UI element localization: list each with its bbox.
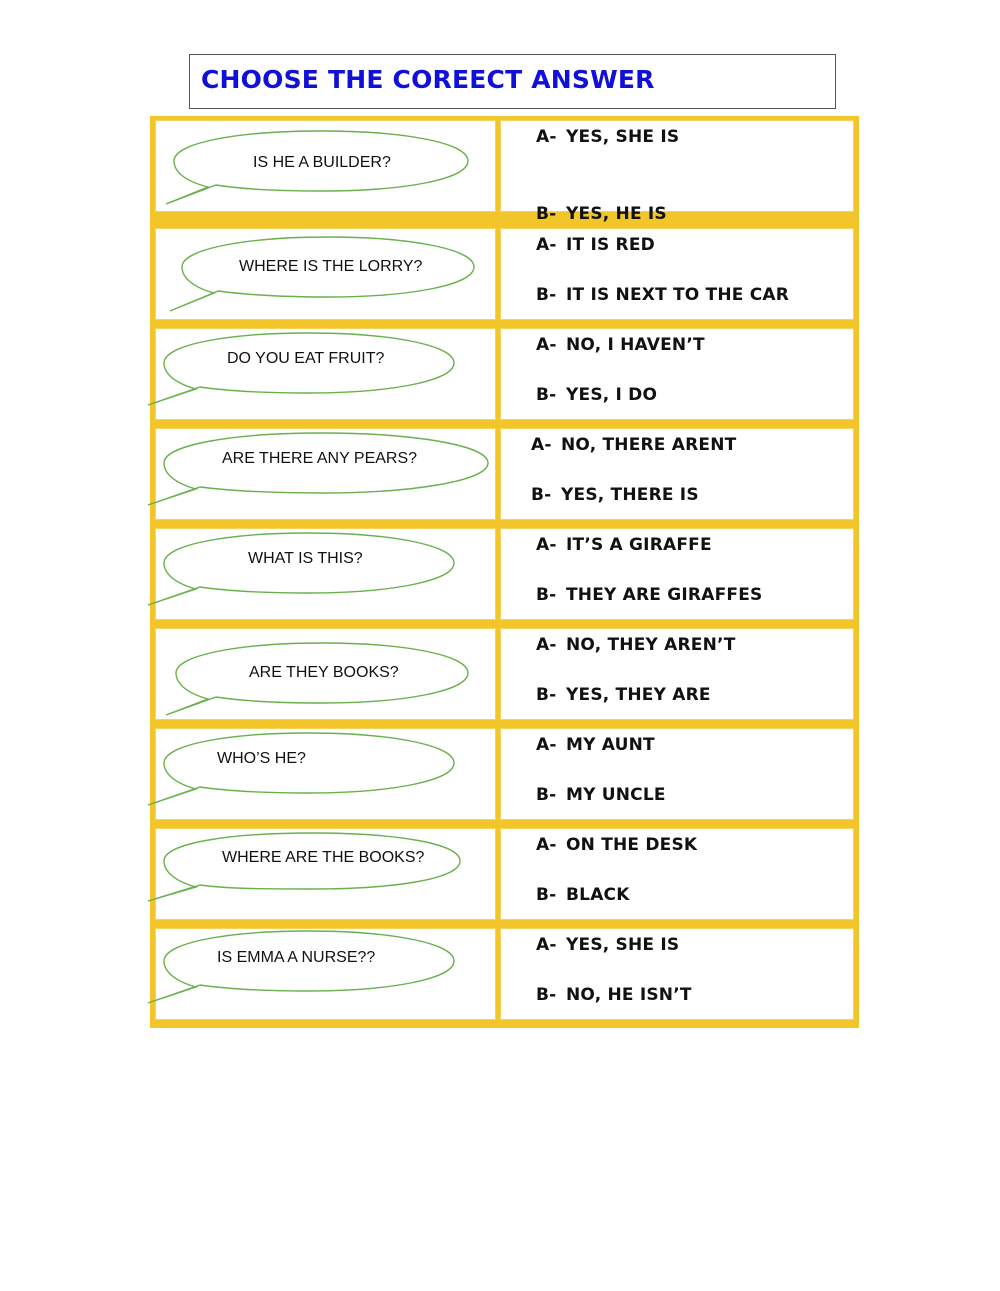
option-a[interactable] — [536, 235, 655, 255]
question-row — [150, 824, 859, 924]
option-text: YES, THERE IS — [561, 485, 699, 505]
option-letter: B- — [536, 685, 557, 705]
option-a[interactable] — [536, 835, 697, 855]
option-letter: A- — [536, 335, 557, 355]
option-letter: A- — [536, 935, 557, 955]
speech-bubble-icon — [156, 829, 497, 921]
option-letter: B- — [536, 885, 557, 905]
answer-cell — [500, 328, 854, 420]
speech-bubble-icon — [156, 429, 497, 521]
option-a[interactable] — [536, 635, 736, 655]
answer-cell — [500, 228, 854, 320]
option-text: YES, THEY ARE — [566, 685, 711, 705]
question-row — [150, 324, 859, 424]
speech-bubble-icon — [156, 329, 497, 421]
option-letter: B- — [531, 485, 552, 505]
option-a[interactable] — [536, 535, 712, 555]
question-text: IS EMMA A NURSE?? — [217, 949, 376, 966]
option-text: BLACK — [566, 885, 630, 905]
question-table — [150, 116, 859, 1028]
question-cell — [155, 728, 496, 820]
option-text: NO, THERE ARENT — [561, 435, 737, 455]
option-letter: B- — [536, 985, 557, 1005]
option-letter: B- — [536, 585, 557, 605]
question-cell — [155, 328, 496, 420]
option-text: NO, HE ISN’T — [566, 985, 692, 1005]
option-letter: A- — [536, 835, 557, 855]
option-text: ON THE DESK — [566, 835, 698, 855]
question-text: ARE THERE ANY PEARS? — [222, 450, 418, 467]
option-text: YES, SHE IS — [566, 127, 680, 147]
option-letter: A- — [531, 435, 552, 455]
answer-cell — [500, 928, 854, 1020]
option-b[interactable] — [536, 285, 789, 305]
option-text: MY UNCLE — [566, 785, 666, 805]
option-text: MY AUNT — [566, 735, 655, 755]
question-text: WHAT IS THIS? — [248, 550, 363, 567]
question-row — [150, 224, 859, 324]
speech-bubble-icon — [156, 729, 497, 821]
option-text: IT IS RED — [566, 235, 655, 255]
question-cell — [155, 120, 496, 212]
question-cell — [155, 928, 496, 1020]
question-cell — [155, 428, 496, 520]
question-text: WHERE ARE THE BOOKS? — [222, 849, 425, 866]
option-b[interactable] — [536, 204, 667, 224]
question-row — [150, 424, 859, 524]
option-text: NO, I HAVEN’T — [566, 335, 705, 355]
title-box — [189, 54, 836, 109]
option-a[interactable] — [536, 735, 655, 755]
option-letter: B- — [536, 285, 557, 305]
option-text: IT IS NEXT TO THE CAR — [566, 285, 790, 305]
question-row — [150, 724, 859, 824]
option-letter: A- — [536, 635, 557, 655]
question-text: IS HE A BUILDER? — [253, 154, 391, 171]
option-letter: A- — [536, 735, 557, 755]
option-b[interactable] — [536, 785, 666, 805]
answer-cell — [500, 528, 854, 620]
option-b[interactable] — [536, 385, 657, 405]
option-b[interactable] — [531, 485, 699, 505]
option-b[interactable] — [536, 885, 630, 905]
option-letter: A- — [536, 235, 557, 255]
question-row — [150, 924, 859, 1024]
question-row — [150, 116, 859, 224]
option-letter: A- — [536, 535, 557, 555]
option-b[interactable] — [536, 985, 692, 1005]
option-text: YES, HE IS — [566, 204, 667, 224]
option-b[interactable] — [536, 685, 711, 705]
option-a[interactable] — [536, 127, 679, 147]
answer-cell — [500, 728, 854, 820]
option-letter: B- — [536, 785, 557, 805]
speech-bubble-icon — [156, 529, 497, 621]
question-cell — [155, 528, 496, 620]
option-letter: B- — [536, 204, 557, 224]
option-text: THEY ARE GIRAFFES — [566, 585, 763, 605]
answer-cell — [500, 428, 854, 520]
answer-cell — [500, 828, 854, 920]
option-a[interactable] — [531, 435, 736, 455]
question-cell — [155, 628, 496, 720]
option-a[interactable] — [536, 335, 705, 355]
question-text: DO YOU EAT FRUIT? — [227, 350, 385, 367]
option-letter: A- — [536, 127, 557, 147]
question-cell — [155, 828, 496, 920]
question-text: ARE THEY BOOKS? — [249, 664, 399, 681]
answer-cell — [500, 628, 854, 720]
question-text: WHERE IS THE LORRY? — [239, 258, 423, 275]
option-text: YES, SHE IS — [566, 935, 680, 955]
answer-cell — [500, 120, 854, 224]
question-row — [150, 524, 859, 624]
option-letter: B- — [536, 385, 557, 405]
question-text: WHO’S HE? — [217, 750, 306, 767]
option-b[interactable] — [536, 585, 762, 605]
option-a[interactable] — [536, 935, 679, 955]
option-text: YES, I DO — [566, 385, 658, 405]
worksheet-title: CHOOSE THE COREECT ANSWER — [201, 65, 655, 94]
option-text: IT’S A GIRAFFE — [566, 535, 712, 555]
speech-bubble-icon — [156, 929, 497, 1021]
question-row — [150, 624, 859, 724]
question-cell — [155, 228, 496, 320]
option-text: NO, THEY AREN’T — [566, 635, 736, 655]
